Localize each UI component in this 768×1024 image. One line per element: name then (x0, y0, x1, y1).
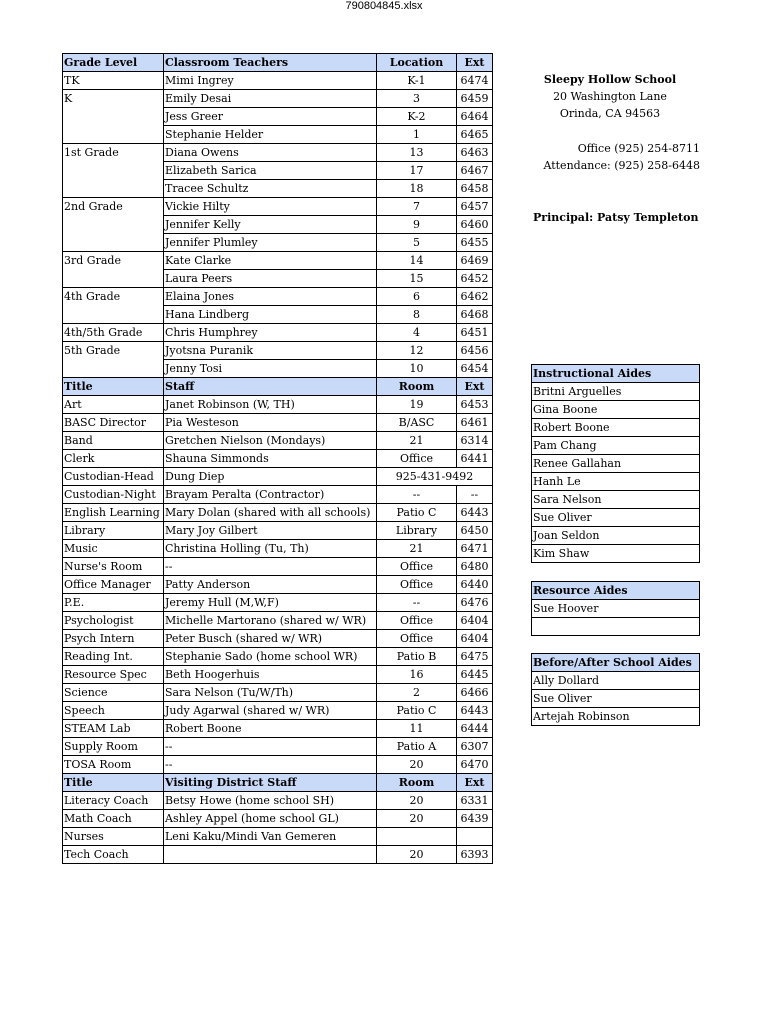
row-location: 2 (377, 684, 457, 702)
section-header-row (63, 774, 493, 792)
row-name: Sara Nelson (Tu/W/Th) (164, 684, 377, 702)
aide-name (532, 618, 700, 636)
list-item (532, 672, 700, 690)
row-label (63, 180, 164, 198)
section-header-row (63, 378, 493, 396)
row-ext: 6469 (457, 252, 493, 270)
row-name: Elaina Jones (164, 288, 377, 306)
table-row (63, 234, 493, 252)
aide-name: Sue Oliver (532, 690, 700, 708)
row-label: Band (63, 432, 164, 450)
row-location: 6 (377, 288, 457, 306)
row-label: Clerk (63, 450, 164, 468)
row-name: Tracee Schultz (164, 180, 377, 198)
row-location: Patio C (377, 504, 457, 522)
row-location: Patio A (377, 738, 457, 756)
row-location: 925-431-9492 (377, 468, 493, 486)
header-cell-title: Title (63, 378, 164, 396)
table-row (63, 342, 493, 360)
aides-header-row (532, 365, 700, 383)
row-ext: 6439 (457, 810, 493, 828)
table-row (63, 630, 493, 648)
table-row (63, 270, 493, 288)
table-row (63, 216, 493, 234)
row-label: Office Manager (63, 576, 164, 594)
row-name: Jyotsna Puranik (164, 342, 377, 360)
table-row (63, 648, 493, 666)
row-location: 17 (377, 162, 457, 180)
table-row (63, 684, 493, 702)
row-name: Leni Kaku/Mindi Van Gemeren (164, 828, 377, 846)
list-item (532, 708, 700, 726)
row-name: -- (164, 738, 377, 756)
row-location (377, 828, 457, 846)
table-row (63, 702, 493, 720)
row-ext: 6471 (457, 540, 493, 558)
row-label: 4th/5th Grade (63, 324, 164, 342)
aide-name: Joan Seldon (532, 527, 700, 545)
row-name: Jess Greer (164, 108, 377, 126)
table-row (63, 198, 493, 216)
row-ext: 6331 (457, 792, 493, 810)
row-name: Diana Owens (164, 144, 377, 162)
row-location: Office (377, 612, 457, 630)
header-cell-name: Classroom Teachers (164, 54, 377, 72)
row-ext: 6468 (457, 306, 493, 324)
row-location: 21 (377, 540, 457, 558)
row-label: Supply Room (63, 738, 164, 756)
aide-name: Sue Oliver (532, 509, 700, 527)
list-item (532, 473, 700, 491)
row-label: Nurse's Room (63, 558, 164, 576)
row-location: 16 (377, 666, 457, 684)
aide-name: Gina Boone (532, 401, 700, 419)
row-ext: 6404 (457, 630, 493, 648)
row-name: Dung Diep (164, 468, 377, 486)
row-location: 12 (377, 342, 457, 360)
list-item (532, 600, 700, 618)
row-location: 5 (377, 234, 457, 252)
row-location: K-1 (377, 72, 457, 90)
table-row (63, 828, 493, 846)
row-name: Jennifer Plumley (164, 234, 377, 252)
school-phone-block (520, 140, 700, 174)
row-label: 1st Grade (63, 144, 164, 162)
table-row (63, 252, 493, 270)
row-location: 19 (377, 396, 457, 414)
row-location: 4 (377, 324, 457, 342)
aide-name: Britni Arguelles (532, 383, 700, 401)
row-name: Jeremy Hull (M,W,F) (164, 594, 377, 612)
row-label: TOSA Room (63, 756, 164, 774)
office-phone: Office (925) 254-8711 (577, 142, 700, 155)
aide-name: Kim Shaw (532, 545, 700, 563)
row-label: Literacy Coach (63, 792, 164, 810)
row-name: Michelle Martorano (shared w/ WR) (164, 612, 377, 630)
row-label (63, 360, 164, 378)
row-ext: 6404 (457, 612, 493, 630)
attendance-phone: Attendance: (925) 258-6448 (543, 159, 700, 172)
row-location: Office (377, 576, 457, 594)
row-ext: 6443 (457, 702, 493, 720)
aides-header-row (532, 654, 700, 672)
row-name: Christina Holling (Tu, Th) (164, 540, 377, 558)
row-name: Pia Westeson (164, 414, 377, 432)
list-item (532, 437, 700, 455)
table-row (63, 522, 493, 540)
row-ext: 6466 (457, 684, 493, 702)
row-label: Psych Intern (63, 630, 164, 648)
row-location: 11 (377, 720, 457, 738)
aides-header: Instructional Aides (532, 365, 700, 383)
list-item (532, 491, 700, 509)
row-ext: 6456 (457, 342, 493, 360)
header-cell-ext: Ext (457, 378, 493, 396)
row-name: Stephanie Sado (home school WR) (164, 648, 377, 666)
list-item (532, 618, 700, 636)
row-ext: 6453 (457, 396, 493, 414)
row-ext: 6307 (457, 738, 493, 756)
row-name: Emily Desai (164, 90, 377, 108)
row-ext: 6451 (457, 324, 493, 342)
school-name: Sleepy Hollow School (543, 73, 677, 86)
table-row (63, 666, 493, 684)
table-row (63, 594, 493, 612)
row-ext: 6444 (457, 720, 493, 738)
aides-header: Resource Aides (532, 582, 700, 600)
table-row (63, 486, 493, 504)
aide-name: Hanh Le (532, 473, 700, 491)
instructional-aides-table (531, 364, 700, 563)
row-label (63, 162, 164, 180)
section-header-row (63, 54, 493, 72)
row-name: Kate Clarke (164, 252, 377, 270)
list-item (532, 545, 700, 563)
row-location: 1 (377, 126, 457, 144)
table-row (63, 324, 493, 342)
table-row (63, 288, 493, 306)
row-label: 5th Grade (63, 342, 164, 360)
row-name: Mimi Ingrey (164, 72, 377, 90)
list-item (532, 527, 700, 545)
table-row (63, 144, 493, 162)
row-name: Vickie Hilty (164, 198, 377, 216)
row-ext: 6465 (457, 126, 493, 144)
header-cell-location: Room (377, 378, 457, 396)
header-cell-name: Visiting District Staff (164, 774, 377, 792)
row-label: Tech Coach (63, 846, 164, 864)
row-label: Custodian-Night (63, 486, 164, 504)
header-cell-title: Grade Level (63, 54, 164, 72)
row-name: Gretchen Nielson (Mondays) (164, 432, 377, 450)
row-ext: 6460 (457, 216, 493, 234)
row-location: 13 (377, 144, 457, 162)
row-label: Speech (63, 702, 164, 720)
row-name: Beth Hoogerhuis (164, 666, 377, 684)
aide-name: Sue Hoover (532, 600, 700, 618)
row-name: Shauna Simmonds (164, 450, 377, 468)
row-location: 20 (377, 810, 457, 828)
header-cell-ext: Ext (457, 774, 493, 792)
row-ext: 6459 (457, 90, 493, 108)
before-after-aides-table (531, 653, 700, 726)
row-name: Robert Boone (164, 720, 377, 738)
row-name: Betsy Howe (home school SH) (164, 792, 377, 810)
table-row (63, 450, 493, 468)
table-row (63, 576, 493, 594)
aide-name: Ally Dollard (532, 672, 700, 690)
row-label (63, 306, 164, 324)
row-ext: 6462 (457, 288, 493, 306)
header-cell-name: Staff (164, 378, 377, 396)
row-name: -- (164, 756, 377, 774)
row-name: Janet Robinson (W, TH) (164, 396, 377, 414)
row-ext: 6455 (457, 234, 493, 252)
row-label: K (63, 90, 164, 108)
row-name: Peter Busch (shared w/ WR) (164, 630, 377, 648)
row-location: 21 (377, 432, 457, 450)
staff-directory-table (62, 53, 493, 864)
row-ext: 6476 (457, 594, 493, 612)
table-row (63, 306, 493, 324)
table-row (63, 396, 493, 414)
table-row (63, 468, 493, 486)
row-ext: 6470 (457, 756, 493, 774)
row-label: Resource Spec (63, 666, 164, 684)
row-label: 3rd Grade (63, 252, 164, 270)
aides-header-row (532, 582, 700, 600)
table-row (63, 180, 493, 198)
table-row (63, 72, 493, 90)
row-ext: 6454 (457, 360, 493, 378)
list-item (532, 509, 700, 527)
file-title: 790804845.xlsx (345, 0, 423, 12)
table-row (63, 432, 493, 450)
row-location: 9 (377, 216, 457, 234)
row-location: B/ASC (377, 414, 457, 432)
table-row (63, 162, 493, 180)
row-label (63, 126, 164, 144)
row-ext: 6450 (457, 522, 493, 540)
row-name: Chris Humphrey (164, 324, 377, 342)
row-location: 14 (377, 252, 457, 270)
principal-name: Principal: Patsy Templeton (533, 211, 699, 224)
row-label: Art (63, 396, 164, 414)
row-location: 8 (377, 306, 457, 324)
row-name: -- (164, 558, 377, 576)
row-label (63, 108, 164, 126)
row-location: -- (377, 594, 457, 612)
row-label: 2nd Grade (63, 198, 164, 216)
row-location: Patio C (377, 702, 457, 720)
table-row (63, 846, 493, 864)
row-name: Elizabeth Sarica (164, 162, 377, 180)
row-label (63, 234, 164, 252)
row-location: Office (377, 630, 457, 648)
header-cell-ext: Ext (457, 54, 493, 72)
row-location: 3 (377, 90, 457, 108)
table-row (63, 612, 493, 630)
row-name (164, 846, 377, 864)
row-label: Custodian-Head (63, 468, 164, 486)
row-ext: 6463 (457, 144, 493, 162)
table-row (63, 504, 493, 522)
table-row (63, 810, 493, 828)
row-location: -- (377, 486, 457, 504)
table-row (63, 756, 493, 774)
list-item (532, 690, 700, 708)
row-name: Patty Anderson (164, 576, 377, 594)
row-location: Library (377, 522, 457, 540)
row-label: Math Coach (63, 810, 164, 828)
row-location: 20 (377, 846, 457, 864)
table-row (63, 720, 493, 738)
row-ext: 6314 (457, 432, 493, 450)
table-row (63, 90, 493, 108)
aide-name: Pam Chang (532, 437, 700, 455)
row-ext: -- (457, 486, 493, 504)
list-item (532, 419, 700, 437)
row-location: Patio B (377, 648, 457, 666)
row-label: Nurses (63, 828, 164, 846)
row-name: Laura Peers (164, 270, 377, 288)
header-cell-location: Room (377, 774, 457, 792)
row-ext: 6464 (457, 108, 493, 126)
table-row (63, 360, 493, 378)
row-ext (457, 828, 493, 846)
row-ext: 6467 (457, 162, 493, 180)
row-label: Reading Int. (63, 648, 164, 666)
header-cell-location: Location (377, 54, 457, 72)
table-row (63, 738, 493, 756)
table-row (63, 792, 493, 810)
row-name: Judy Agarwal (shared w/ WR) (164, 702, 377, 720)
row-location: 20 (377, 756, 457, 774)
row-ext: 6474 (457, 72, 493, 90)
row-name: Mary Dolan (shared with all schools) (164, 504, 377, 522)
header-cell-title: Title (63, 774, 164, 792)
table-row (63, 540, 493, 558)
row-ext: 6441 (457, 450, 493, 468)
row-ext: 6480 (457, 558, 493, 576)
row-ext: 6458 (457, 180, 493, 198)
row-ext: 6457 (457, 198, 493, 216)
row-label: TK (63, 72, 164, 90)
school-address-block (520, 71, 700, 122)
row-label (63, 270, 164, 288)
aide-name: Sara Nelson (532, 491, 700, 509)
list-item (532, 401, 700, 419)
table-row (63, 126, 493, 144)
row-ext: 6393 (457, 846, 493, 864)
aide-name: Renee Gallahan (532, 455, 700, 473)
row-location: Office (377, 558, 457, 576)
row-location: 18 (377, 180, 457, 198)
row-name: Mary Joy Gilbert (164, 522, 377, 540)
row-label: P.E. (63, 594, 164, 612)
table-row (63, 108, 493, 126)
row-label: Library (63, 522, 164, 540)
row-label (63, 216, 164, 234)
row-location: K-2 (377, 108, 457, 126)
row-name: Brayam Peralta (Contractor) (164, 486, 377, 504)
table-row (63, 414, 493, 432)
row-ext: 6440 (457, 576, 493, 594)
row-label: BASC Director (63, 414, 164, 432)
row-location: 7 (377, 198, 457, 216)
row-name: Jennifer Kelly (164, 216, 377, 234)
row-location: 20 (377, 792, 457, 810)
row-ext: 6443 (457, 504, 493, 522)
row-location: Office (377, 450, 457, 468)
school-address-line2: Orinda, CA 94563 (559, 107, 661, 120)
row-label: 4th Grade (63, 288, 164, 306)
row-ext: 6452 (457, 270, 493, 288)
row-name: Stephanie Helder (164, 126, 377, 144)
row-label: Science (63, 684, 164, 702)
school-address-line1: 20 Washington Lane (553, 90, 667, 103)
aide-name: Robert Boone (532, 419, 700, 437)
row-label: Music (63, 540, 164, 558)
row-label: English Learning (63, 504, 164, 522)
list-item (532, 383, 700, 401)
row-label: Psychologist (63, 612, 164, 630)
table-row (63, 558, 493, 576)
row-ext: 6461 (457, 414, 493, 432)
row-ext: 6475 (457, 648, 493, 666)
aide-name: Artejah Robinson (532, 708, 700, 726)
aides-header: Before/After School Aides (532, 654, 700, 672)
row-name: Hana Lindberg (164, 306, 377, 324)
row-ext: 6445 (457, 666, 493, 684)
row-name: Ashley Appel (home school GL) (164, 810, 377, 828)
row-label: STEAM Lab (63, 720, 164, 738)
resource-aides-table (531, 581, 700, 636)
list-item (532, 455, 700, 473)
row-location: 15 (377, 270, 457, 288)
row-location: 10 (377, 360, 457, 378)
row-name: Jenny Tosi (164, 360, 377, 378)
